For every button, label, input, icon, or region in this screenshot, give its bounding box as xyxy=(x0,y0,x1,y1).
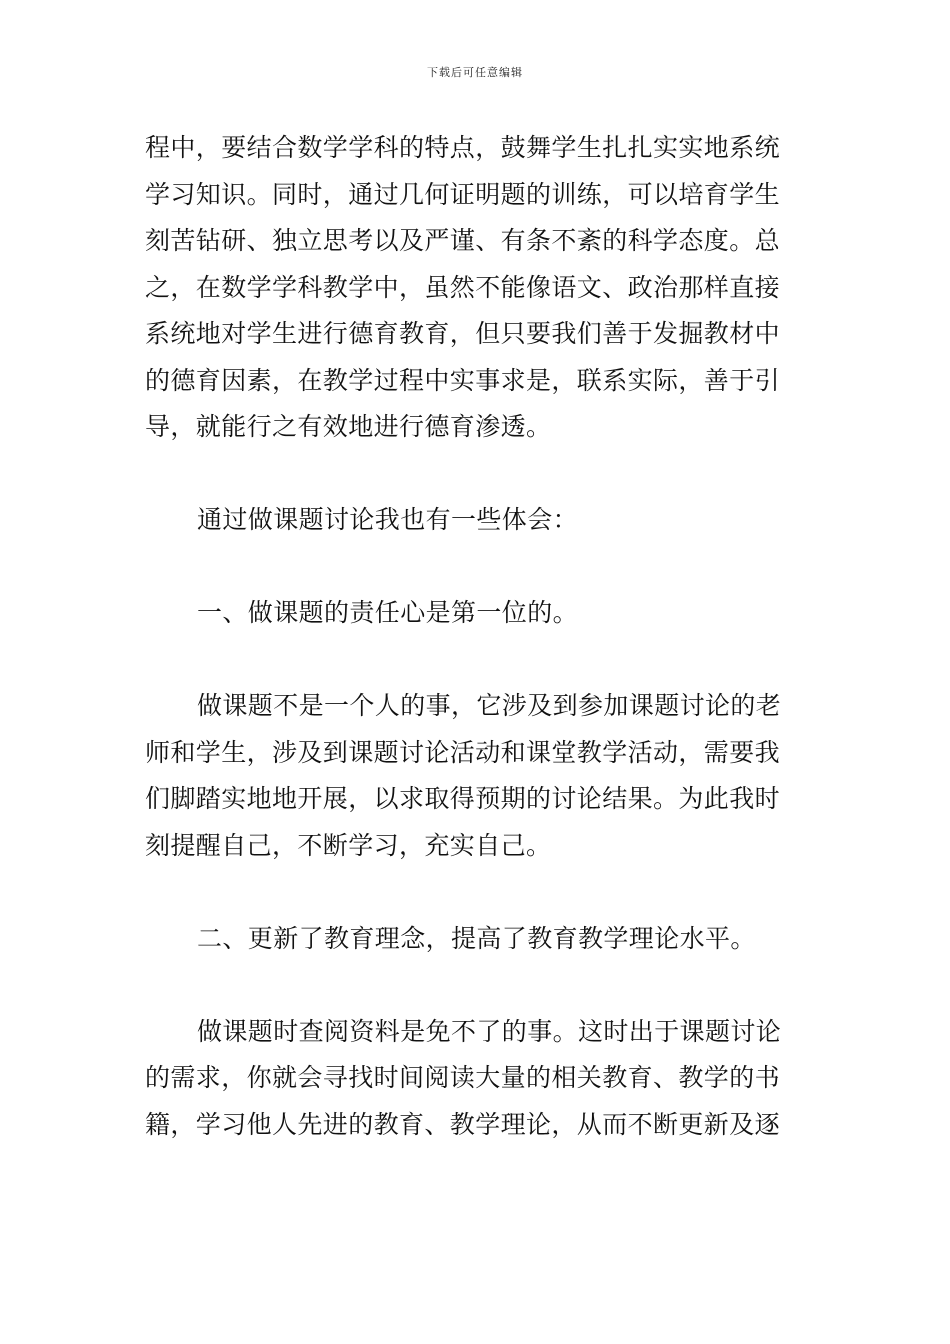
text-line: 学习知识。同时，通过几何证明题的训练，可以培育学生 xyxy=(145,179,781,209)
text-line: 师和学生，涉及到课题讨论活动和课堂教学活动，需要我 xyxy=(145,737,781,767)
text-line: 籍，学习他人先进的教育、教学理论，从而不断更新及逐 xyxy=(145,1109,781,1139)
paragraph-3 xyxy=(145,683,805,869)
text-line: 二、更新了教育理念，提高了教育教学理论水平。 xyxy=(197,923,756,953)
document-body xyxy=(145,125,805,1148)
text-line: 系统地对学生进行德育教育，但只要我们善于发掘教材中 xyxy=(145,319,781,348)
paragraph-spacer xyxy=(145,637,805,684)
text-line: 们脚踏实地地开展，以求取得预期的讨论结果。为此我时 xyxy=(145,784,781,813)
paragraph-spacer xyxy=(145,451,805,498)
text-line: 导，就能行之有效地进行德育渗透。 xyxy=(145,412,552,441)
text-line: 刻苦钻研、独立思考以及严谨、有条不紊的科学态度。总 xyxy=(145,226,781,255)
paragraph-2 xyxy=(145,497,805,544)
paragraph-4 xyxy=(145,1009,805,1149)
text-line: 一、做课题的责任心是第一位的。 xyxy=(197,598,579,627)
paragraph-spacer xyxy=(145,869,805,916)
text-line: 程中，要结合数学学科的特点，鼓舞学生扎扎实实地系统 xyxy=(145,133,781,162)
paragraph-spacer xyxy=(145,962,805,1009)
text-line: 之，在数学学科教学中，虽然不能像语文、政治那样直接 xyxy=(145,272,781,302)
text-line: 做课题时查阅资料是免不了的事。这时出于课题讨论 xyxy=(197,1016,782,1046)
text-line: 刻提醒自己，不断学习，充实自己。 xyxy=(145,830,552,860)
text-line: 通过做课题讨论我也有一些体会： xyxy=(197,505,579,534)
paragraph-1 xyxy=(145,125,805,451)
page-header: 下载后可任意编辑 xyxy=(427,66,523,79)
paragraph-spacer xyxy=(145,544,805,591)
text-line: 做课题不是一个人的事，它涉及到参加课题讨论的老 xyxy=(197,691,782,720)
section-heading-1 xyxy=(145,590,805,637)
text-line: 的德育因素，在教学过程中实事求是，联系实际，善于引 xyxy=(145,365,781,395)
section-heading-2 xyxy=(145,916,805,963)
text-line: 的需求，你就会寻找时间阅读大量的相关教育、教学的书 xyxy=(145,1063,781,1092)
